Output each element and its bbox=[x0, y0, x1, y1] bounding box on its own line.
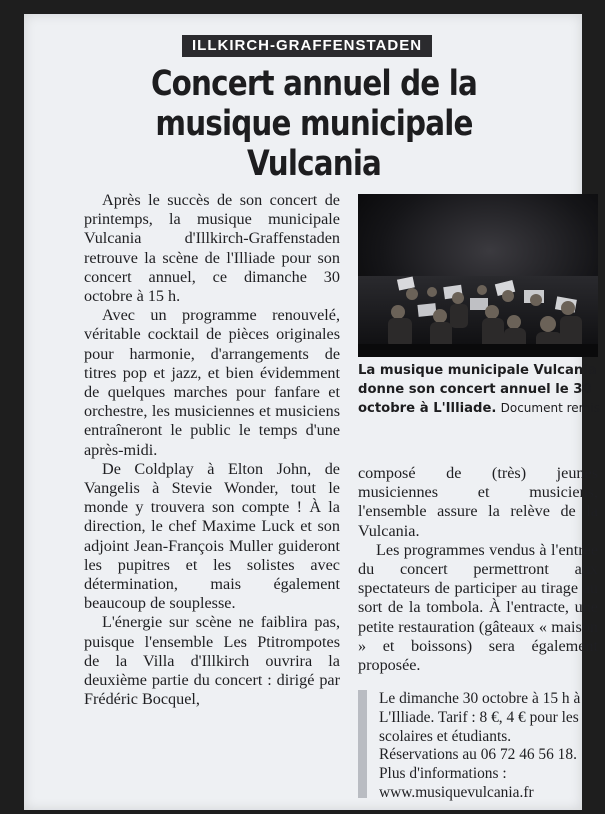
photo-credit: Document remis bbox=[500, 401, 600, 415]
orchestra-image bbox=[358, 194, 598, 357]
article-headline: Concert annuel de la musique municipale Vulcania bbox=[150, 64, 478, 184]
right-column bbox=[358, 464, 598, 675]
bleed-through-text bbox=[512, 14, 582, 54]
event-info-box: Le dimanche 30 octobre à 15 h à L'Illiade. Tarif : 8 €, 4 € pour les scolaires et étudiants. Réservations au 06 72 46 56 18. Plus d'informations : www.musiquevulcania.fr bbox=[358, 690, 594, 798]
paragraph: L'énergie sur scène ne faiblira pas, puisque l'ensemble Les Ptitrompotes de la Villa d'Illkirch ouvrira la deuxième partie du concert : dirigé par Frédéric Bocquel, bbox=[84, 613, 340, 709]
newspaper-clipping bbox=[24, 14, 600, 810]
paragraph: Après le succès de son concert de printemps, la musique municipale Vulcania d'Illkirch-Graffenstaden retrouve la scène de l'Illiade pour son concert annuel, ce dimanche 30 octobre à 15 h. bbox=[84, 191, 340, 306]
section-kicker: ILLKIRCH-GRAFFENSTADEN bbox=[182, 35, 432, 57]
concert-photo bbox=[358, 194, 598, 357]
paragraph: Les programmes vendus à l'entrée du concert permettront aux spectateurs de participer au tirage au sort de la tombola. À l'entracte, une petite restauration (gâteaux « maison » et boissons) sera également proposée. bbox=[358, 540, 598, 675]
caption-text: La musique municipale Vulcania donne son concert annuel le 30 octobre à L'Illiade. bbox=[358, 363, 597, 416]
paragraph: composé de (très) jeunes musiciennes et musiciens, l'ensemble assure la relève de la Vulcania. bbox=[358, 464, 598, 540]
left-column bbox=[84, 191, 340, 709]
photo-caption bbox=[358, 361, 600, 418]
paragraph: De Coldplay à Elton John, de Vangelis à Stevie Wonder, tout le monde y trouvera son compte ! À la direction, le chef Maxime Luck et son adjoint Jean-François Muller guideront les pupitres et les solistes avec détermination, mais également beaucoup de souplesse. bbox=[84, 459, 340, 613]
paragraph: Avec un programme renouvelé, véritable cocktail de pièces originales pour harmonie, d'arrangements de titres pop et jazz, et bien évidemment de quelques marches pour fanfare et orchestre, les musiciennes et musiciens entraîneront le public le temps d'une après-midi. bbox=[84, 306, 340, 459]
